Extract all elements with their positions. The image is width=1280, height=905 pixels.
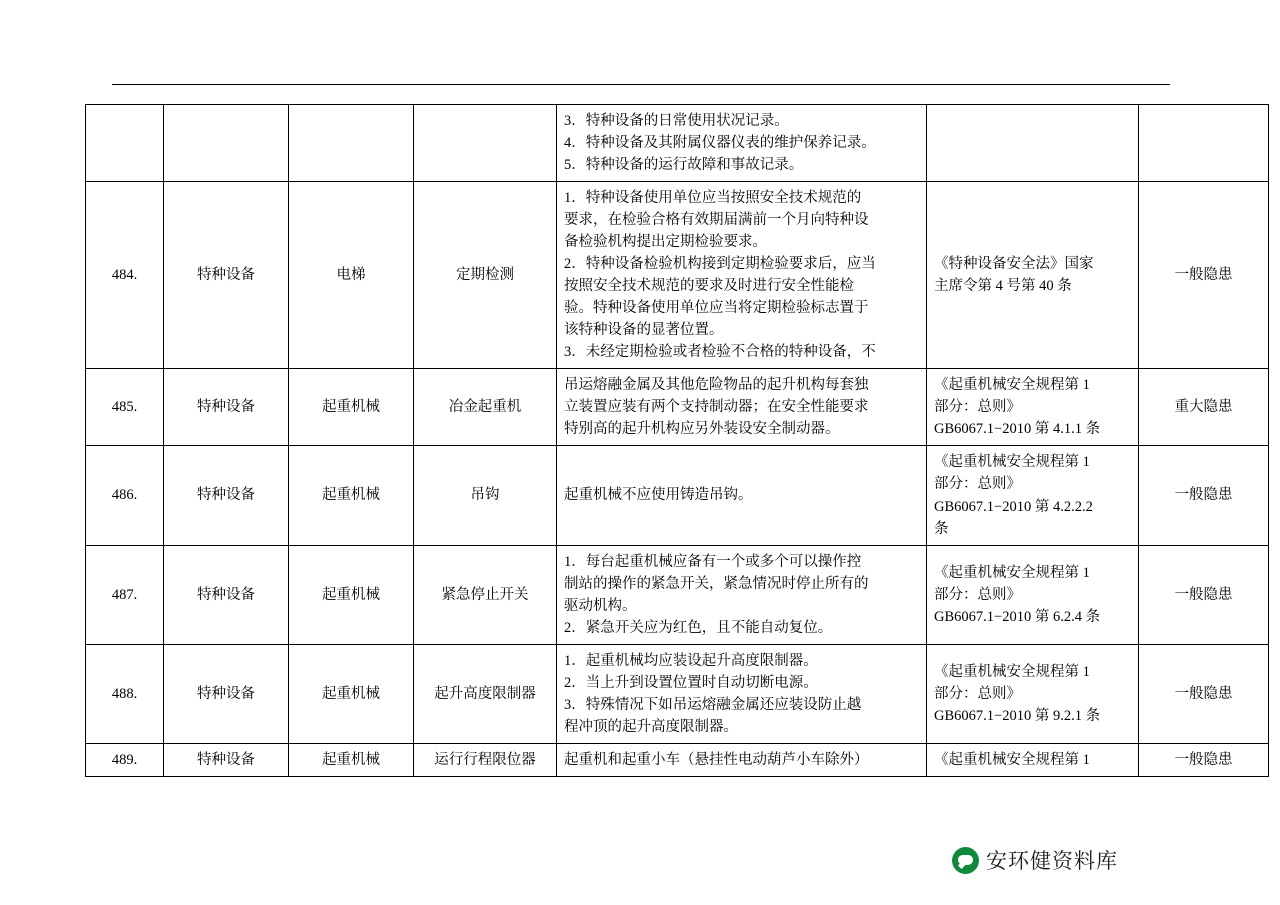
cell-category: 特种设备 — [164, 743, 289, 776]
cell-no: 489. — [86, 743, 164, 776]
table-row — [86, 182, 1269, 369]
description-line: 1．每台起重机械应备有一个或多个可以操作控 — [564, 553, 862, 570]
cell-level: 重大隐患 — [1139, 369, 1269, 446]
cell-level: 一般隐患 — [1139, 182, 1269, 369]
description-lines — [564, 650, 919, 738]
cell-reference — [927, 105, 1139, 182]
reference-lines — [934, 253, 1131, 297]
description-lines — [564, 749, 919, 771]
reference-lines — [934, 749, 1131, 771]
cell-description — [557, 182, 927, 369]
description-line: 起重机械不应使用铸造吊钩。 — [564, 487, 753, 504]
description-lines — [564, 110, 919, 176]
description-line: 2．紧急开关应为红色，且不能自动复位。 — [564, 619, 833, 636]
reference-line: GB6067.1−2010 第 6.2.4 条 — [934, 608, 1101, 625]
cell-description — [557, 369, 927, 446]
cell-no: 486. — [86, 446, 164, 545]
reference-line: 《特种设备安全法》国家 — [934, 256, 1094, 273]
cell-item: 紧急停止开关 — [414, 545, 557, 644]
cell-item — [414, 105, 557, 182]
reference-line: GB6067.1−2010 第 4.1.1 条 — [934, 421, 1101, 438]
description-lines — [564, 374, 919, 440]
cell-no: 487. — [86, 545, 164, 644]
cell-subcategory: 起重机械 — [289, 369, 414, 446]
cell-category: 特种设备 — [164, 182, 289, 369]
cell-item: 运行行程限位器 — [414, 743, 557, 776]
cell-category: 特种设备 — [164, 644, 289, 743]
inspection-table — [85, 104, 1269, 777]
cell-level: 一般隐患 — [1139, 545, 1269, 644]
reference-lines — [934, 451, 1131, 539]
table-body — [86, 105, 1269, 777]
watermark — [952, 845, 1118, 875]
cell-category: 特种设备 — [164, 545, 289, 644]
description-line: 2．特种设备检验机构接到定期检验要求后，应当 — [564, 256, 876, 273]
reference-line: 部分：总则》 — [934, 476, 1021, 493]
cell-description — [557, 644, 927, 743]
description-line: 立装置应装有两个支持制动器；在安全性能要求 — [564, 399, 869, 416]
description-lines — [564, 187, 919, 363]
description-line: 吊运熔融金属及其他危险物品的起升机构每套独 — [564, 377, 869, 394]
description-line: 要求，在检验合格有效期届满前一个月向特种设 — [564, 212, 869, 229]
cell-no: 485. — [86, 369, 164, 446]
description-line: 起重机和起重小车（悬挂性电动葫芦小车除外） — [564, 751, 869, 768]
description-line: 4．特种设备及其附属仪器仪表的维护保养记录。 — [564, 135, 876, 152]
cell-description — [557, 105, 927, 182]
reference-line: 部分：总则》 — [934, 399, 1021, 416]
cell-subcategory: 起重机械 — [289, 545, 414, 644]
description-line: 该特种设备的显著位置。 — [564, 322, 724, 339]
table-row — [86, 369, 1269, 446]
description-line: 3．未经定期检验或者检验不合格的特种设备，不 — [564, 344, 876, 361]
description-line: 程冲顶的起升高度限制器。 — [564, 718, 738, 735]
watermark-text: 安环健资料库 — [986, 850, 1118, 873]
cell-subcategory — [289, 105, 414, 182]
cell-reference — [927, 182, 1139, 369]
cell-no — [86, 105, 164, 182]
cell-item: 冶金起重机 — [414, 369, 557, 446]
cell-category — [164, 105, 289, 182]
cell-reference — [927, 743, 1139, 776]
description-line: 特别高的起升机构应另外装设安全制动器。 — [564, 421, 840, 438]
reference-line: 《起重机械安全规程第 1 — [934, 663, 1090, 680]
cell-description — [557, 545, 927, 644]
cell-category: 特种设备 — [164, 369, 289, 446]
table-row — [86, 743, 1269, 776]
cell-subcategory: 起重机械 — [289, 743, 414, 776]
cell-level: 一般隐患 — [1139, 743, 1269, 776]
table-row — [86, 545, 1269, 644]
cell-description — [557, 446, 927, 545]
cell-description — [557, 743, 927, 776]
reference-lines — [934, 661, 1131, 727]
table-row — [86, 446, 1269, 545]
description-line: 驱动机构。 — [564, 597, 637, 614]
cell-item: 吊钩 — [414, 446, 557, 545]
reference-line: 部分：总则》 — [934, 586, 1021, 603]
reference-line: 《起重机械安全规程第 1 — [934, 751, 1090, 768]
cell-level: 一般隐患 — [1139, 644, 1269, 743]
table-row — [86, 644, 1269, 743]
description-line: 备检验机构提出定期检验要求。 — [564, 234, 767, 251]
cell-subcategory: 电梯 — [289, 182, 414, 369]
cell-no: 484. — [86, 182, 164, 369]
wechat-green-logo-icon — [952, 847, 979, 874]
reference-line: GB6067.1−2010 第 4.2.2.2 — [934, 498, 1093, 515]
reference-lines — [934, 562, 1131, 628]
reference-line: GB6067.1−2010 第 9.2.1 条 — [934, 707, 1101, 724]
reference-line: 主席令第 4 号第 40 条 — [934, 278, 1072, 295]
reference-line: 条 — [934, 520, 949, 537]
reference-line: 部分：总则》 — [934, 685, 1021, 702]
reference-lines — [934, 374, 1131, 440]
table-row — [86, 105, 1269, 182]
reference-line: 《起重机械安全规程第 1 — [934, 564, 1090, 581]
cell-subcategory: 起重机械 — [289, 644, 414, 743]
cell-reference — [927, 644, 1139, 743]
cell-reference — [927, 446, 1139, 545]
reference-line: 《起重机械安全规程第 1 — [934, 454, 1090, 471]
cell-category: 特种设备 — [164, 446, 289, 545]
cell-item: 起升高度限制器 — [414, 644, 557, 743]
description-line: 2．当上升到设置位置时自动切断电源。 — [564, 674, 818, 691]
description-lines — [564, 551, 919, 639]
cell-item: 定期检测 — [414, 182, 557, 369]
cell-subcategory: 起重机械 — [289, 446, 414, 545]
reference-line: 《起重机械安全规程第 1 — [934, 377, 1090, 394]
description-lines — [564, 484, 919, 506]
cell-reference — [927, 369, 1139, 446]
cell-no: 488. — [86, 644, 164, 743]
cell-level: 一般隐患 — [1139, 446, 1269, 545]
header-rule — [112, 84, 1170, 85]
description-line: 按照安全技术规范的要求及时进行安全性能检 — [564, 278, 854, 295]
description-line: 制站的操作的紧急开关，紧急情况时停止所有的 — [564, 575, 869, 592]
description-line: 3．特殊情况下如吊运熔融金属还应装设防止越 — [564, 696, 862, 713]
description-line: 1．起重机械均应装设起升高度限制器。 — [564, 652, 818, 669]
description-line: 验。特种设备使用单位应当将定期检验标志置于 — [564, 300, 869, 317]
description-line: 1．特种设备使用单位应当按照安全技术规范的 — [564, 190, 862, 207]
description-line: 3．特种设备的日常使用状况记录。 — [564, 113, 789, 129]
cell-reference — [927, 545, 1139, 644]
cell-level — [1139, 105, 1269, 182]
description-line: 5．特种设备的运行故障和事故记录。 — [564, 157, 804, 174]
